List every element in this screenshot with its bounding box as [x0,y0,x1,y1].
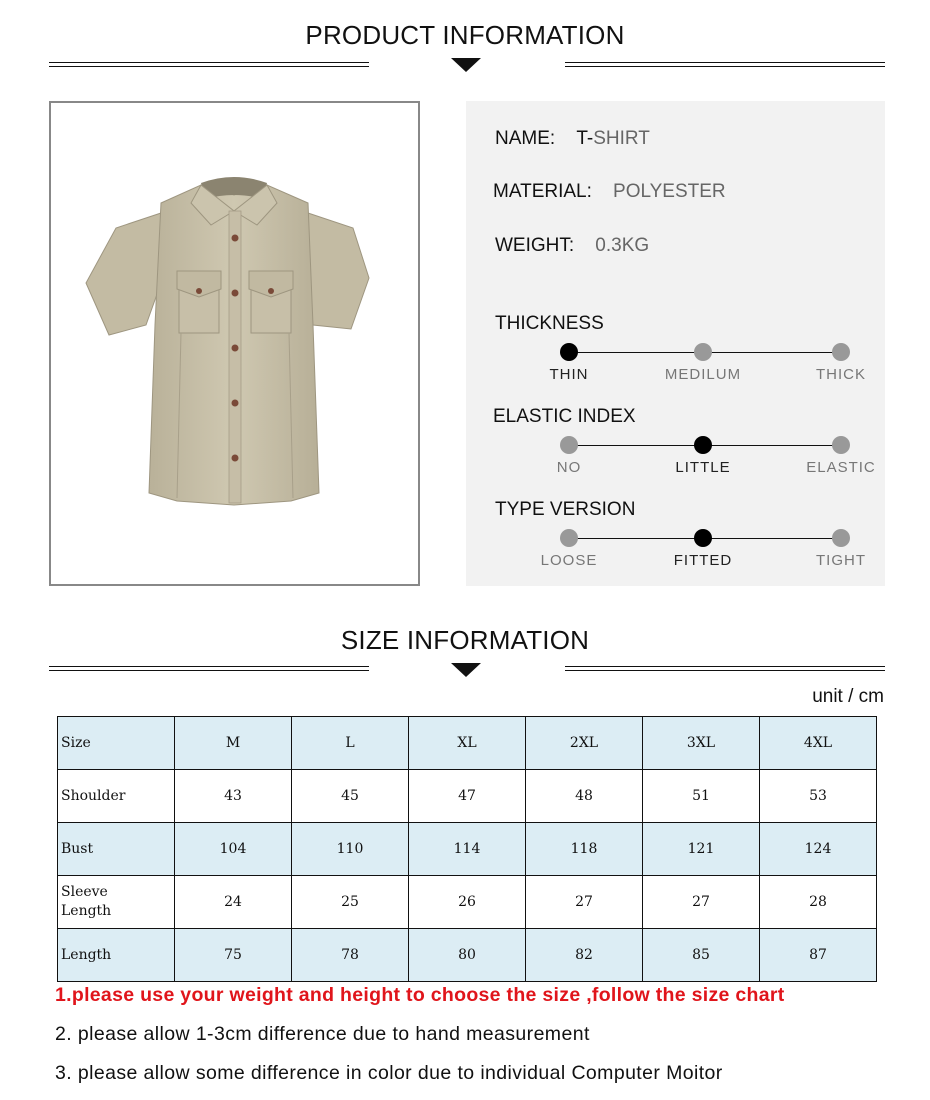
scale-dot-tight [832,529,850,547]
scale-label-tight: TIGHT [816,552,866,569]
size-note-3: 3. please allow some difference in color due to individual Computer Moitor [55,1062,723,1084]
table-cell: 124 [760,823,877,876]
table-cell: 75 [175,929,292,982]
product-info-title: PRODUCT INFORMATION [305,20,625,50]
size-note-1: 1.please use your weight and height to choose the size ,follow the size chart [55,984,785,1006]
table-cell: 3XL [643,717,760,770]
scale-label-little: LITTLE [675,459,731,476]
table-cell: XL [409,717,526,770]
table-cell: 45 [292,770,409,823]
scale-label-thick: THICK [816,366,866,383]
shirt-image [51,103,418,584]
scale-dot-loose [560,529,578,547]
scale-label-medium: MEDILUM [664,366,742,383]
table-cell: 80 [409,929,526,982]
table-cell: 51 [643,770,760,823]
table-cell: 78 [292,929,409,982]
size-info-title: SIZE INFORMATION [340,625,590,655]
scale-title: THICKNESS [495,313,604,334]
scale-title: ELASTIC INDEX [493,406,636,427]
scale-dot-no [560,436,578,454]
table-cell: 43 [175,770,292,823]
table-header-row [58,717,877,770]
table-cell: 87 [760,929,877,982]
table-cell: 26 [409,876,526,929]
table-cell: 118 [526,823,643,876]
table-row-label: Size [58,717,175,770]
scale-label-no: NO [556,459,582,476]
table-cell: 110 [292,823,409,876]
table-cell: 2XL [526,717,643,770]
scale-dot-thick [832,343,850,361]
table-cell: 25 [292,876,409,929]
name-prefix: T- [576,128,594,149]
name-label: NAME: [495,128,556,149]
scale-label-fitted: FITTED [673,552,733,569]
table-cell: 24 [175,876,292,929]
title-rule-right [565,666,885,671]
table-cell: 4XL [760,717,877,770]
scale-dot-thin [560,343,578,361]
scale-label-loose: LOOSE [540,552,598,569]
size-note-2: 2. please allow 1-3cm difference due to hand measurement [55,1023,590,1045]
table-cell: 48 [526,770,643,823]
weight-value: 0.3KG [595,235,650,256]
size-table [57,716,877,982]
table-row [58,770,877,823]
material-label: MATERIAL: [493,181,592,202]
scale-dot-fitted [694,529,712,547]
table-cell: 85 [643,929,760,982]
table-row [58,876,877,929]
unit-label: unit / cm [812,686,884,707]
material-row [493,181,726,203]
table-cell: 27 [526,876,643,929]
table-cell: 47 [409,770,526,823]
table-cell: 114 [409,823,526,876]
title-rule-left [49,666,369,671]
table-cell: 28 [760,876,877,929]
table-cell: L [292,717,409,770]
table-row-label: Shoulder [58,770,175,823]
table-cell: 27 [643,876,760,929]
table-cell: 82 [526,929,643,982]
table-cell: 53 [760,770,877,823]
table-cell: 104 [175,823,292,876]
table-row-label: Length [58,929,175,982]
scale-title: TYPE VERSION [495,499,636,520]
scale-label-thin: THIN [549,366,589,383]
title-rule-left [49,62,369,67]
name-row [495,128,650,150]
table-row [58,929,877,982]
weight-label: WEIGHT: [495,235,575,256]
scale-dot-little [694,436,712,454]
down-triangle-icon [451,663,481,677]
scale-label-elastic: ELASTIC [806,459,876,476]
table-row-label: Sleeve Length [58,876,175,929]
down-triangle-icon [451,58,481,72]
title-rule-right [565,62,885,67]
scale-dot-elastic [832,436,850,454]
weight-row [495,235,649,257]
table-cell: M [175,717,292,770]
table-cell: 121 [643,823,760,876]
table-row [58,823,877,876]
product-photo [49,101,420,586]
scale-dot-medium [694,343,712,361]
table-row-label: Bust [58,823,175,876]
material-value: POLYESTER [613,181,726,202]
name-value: SHIRT [593,128,650,149]
